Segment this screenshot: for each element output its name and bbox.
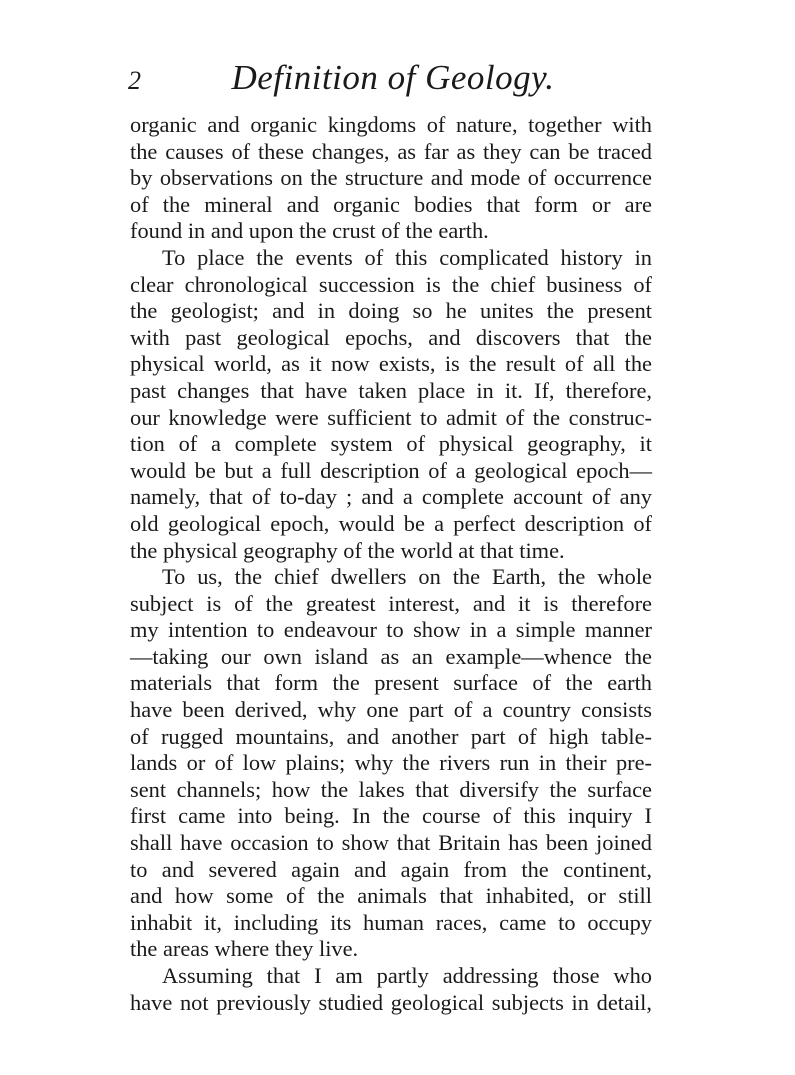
- text-line: old geological epoch, would be a perfect description of: [130, 510, 652, 536]
- paragraph: [130, 564, 652, 963]
- text-line: clear chronological succession is the chief business of: [130, 271, 652, 297]
- text-line: —taking our own island as an example—whence the: [130, 643, 652, 669]
- text-line: namely, that of to-day ; and a complete account of any: [130, 484, 652, 510]
- text-line: first came into being. In the course of this inquiry I: [130, 803, 652, 829]
- text-line: the geologist; and in doing so he unites the present: [130, 298, 652, 324]
- body-text: [130, 112, 652, 1016]
- running-title: Definition of Geology.: [231, 58, 555, 97]
- paragraph: [130, 112, 652, 245]
- text-line: have been derived, why one part of a country consists: [130, 697, 652, 723]
- paragraph: [130, 963, 652, 1016]
- page-number: 2: [128, 66, 141, 95]
- text-line: tion of a complete system of physical geography, it: [130, 431, 652, 457]
- text-line: physical world, as it now exists, is the result of all the: [130, 351, 652, 377]
- text-line: with past geological epochs, and discovers that the: [130, 324, 652, 350]
- text-line: the physical geography of the world at that time.: [130, 537, 565, 563]
- text-line: by observations on the structure and mode of occurrence: [130, 165, 652, 191]
- text-line: organic and organic kingdoms of nature, together with: [130, 112, 652, 137]
- text-line: would be but a full description of a geological epoch—: [130, 457, 652, 483]
- text-line: have not previously studied geological subjects in detail,: [130, 989, 652, 1015]
- text-line: the causes of these changes, as far as they can be traced: [130, 138, 652, 164]
- text-line: inhabit it, including its human races, came to occupy: [130, 909, 652, 935]
- text-line: To us, the chief dwellers on the Earth, the whole: [162, 564, 652, 590]
- text-line: and how some of the animals that inhabited, or still: [130, 883, 652, 909]
- text-line: materials that form the present surface of the earth: [130, 670, 652, 696]
- text-line: To place the events of this complicated history in: [162, 244, 652, 270]
- page-header: [128, 58, 658, 104]
- text-line: Assuming that I am partly addressing those who: [162, 963, 652, 988]
- text-line: of the mineral and organic bodies that form or are: [130, 191, 652, 217]
- text-line: lands or of low plains; why the rivers run in their pre-: [130, 750, 652, 776]
- text-line: of rugged mountains, and another part of high table-: [130, 723, 652, 749]
- paragraph: [130, 245, 652, 564]
- text-line: past changes that have taken place in it. If, therefore,: [130, 377, 652, 403]
- text-line: found in and upon the crust of the earth.: [130, 218, 489, 244]
- text-line: sent channels; how the lakes that diversify the surface: [130, 776, 652, 802]
- text-line: subject is of the greatest interest, and it is therefore: [130, 590, 652, 616]
- text-line: our knowledge were sufficient to admit of the construc-: [130, 404, 652, 430]
- text-line: shall have occasion to show that Britain has been joined: [130, 830, 652, 856]
- text-line: the areas where they live.: [130, 936, 359, 962]
- text-line: to and severed again and again from the continent,: [130, 856, 652, 882]
- text-line: my intention to endeavour to show in a simple manner: [130, 617, 652, 643]
